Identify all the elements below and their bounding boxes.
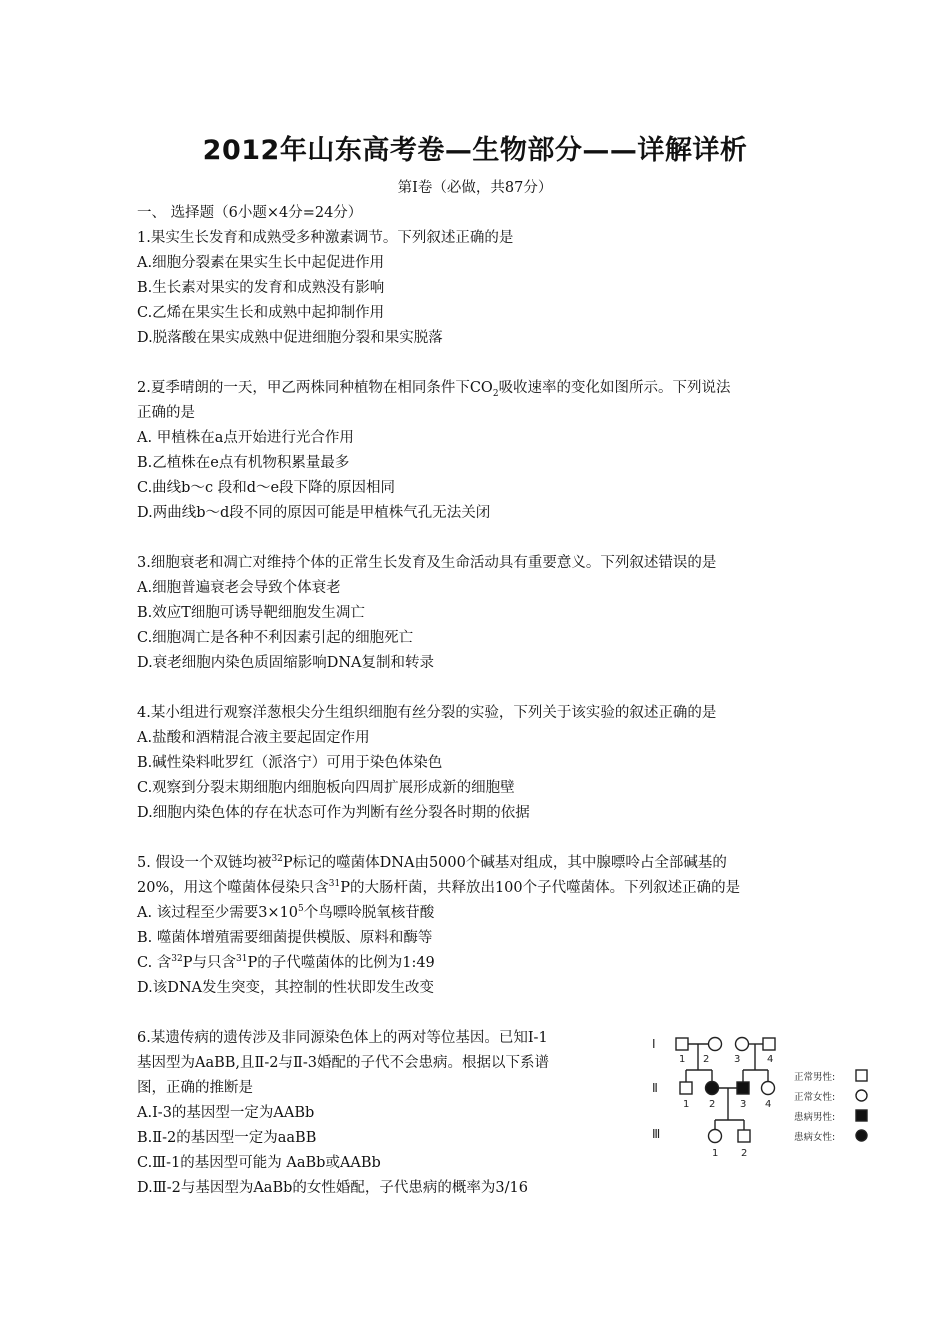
q2-option-c: C.曲线b～c 段和d～e段下降的原因相同 bbox=[137, 480, 396, 496]
num-I1: 1 bbox=[679, 1054, 686, 1065]
pedigree-II2-affected-female bbox=[706, 1082, 719, 1095]
q5-option-a bbox=[137, 903, 434, 923]
q3-option-d: D.衰老细胞内染色质固缩影响DNA复制和转录 bbox=[137, 655, 435, 671]
q5-option-d: D.该DNA发生突变，其控制的性状即发生改变 bbox=[137, 980, 435, 996]
q6-stem-cont: 基因型为AaBB,且Ⅱ-2与Ⅱ-3婚配的子代不会患病。根据以下系谱 bbox=[137, 1055, 549, 1071]
num-III1: 1 bbox=[712, 1148, 719, 1159]
q5-stem-part: 5. 假设一个双链均被 bbox=[137, 855, 272, 871]
q5-a-part: 个鸟嘌呤脱氧核苷酸 bbox=[303, 905, 435, 921]
num-I3: 3 bbox=[734, 1054, 741, 1065]
page-title: 2012年山东高考卷—生物部分——详解详析 bbox=[202, 135, 748, 166]
q1-option-c: C.乙烯在果实生长和成熟中起抑制作用 bbox=[137, 305, 385, 321]
q6-option-d: D.Ⅲ-2与基因型为AaBb的女性婚配，子代患病的概率为3/16 bbox=[137, 1180, 528, 1196]
gen-label-III: Ⅲ bbox=[652, 1127, 661, 1141]
section-heading: 一、 选择题（6小题×4分=24分） bbox=[137, 205, 363, 221]
q2-option-a: A. 甲植株在a点开始进行光合作用 bbox=[137, 430, 354, 446]
q4-option-b: B.碱性染料吡罗红（派洛宁）可用于染色体染色 bbox=[137, 755, 443, 771]
q5-stem-part: 20%，用这个噬菌体侵染只含 bbox=[137, 880, 329, 896]
pedigree-II4-female bbox=[762, 1082, 775, 1095]
q5-a-sup: 5 bbox=[298, 904, 304, 914]
q1-option-b: B.生长素对果实的发育和成熟没有影响 bbox=[137, 280, 385, 296]
q5-c-part: P与只含 bbox=[182, 955, 237, 971]
q1-option-a: A.细胞分裂素在果实生长中起促进作用 bbox=[137, 255, 385, 271]
q6-option-b: B.Ⅱ-2的基因型一定为aaBB bbox=[137, 1130, 317, 1146]
pedigree-II1-male bbox=[680, 1082, 692, 1094]
pedigree-III2-male bbox=[738, 1130, 750, 1142]
legend-affected-female-symbol bbox=[856, 1130, 867, 1141]
legend-affected-male: 患病男性: bbox=[794, 1112, 836, 1123]
q2-stem-cont: 正确的是 bbox=[137, 405, 195, 421]
q3-option-b: B.效应T细胞可诱导靶细胞发生凋亡 bbox=[137, 605, 365, 621]
q2-option-d: D.两曲线b～d段不同的原因可能是甲植株气孔无法关闭 bbox=[137, 505, 491, 521]
q2-stem bbox=[137, 378, 731, 404]
legend-normal-female: 正常女性: bbox=[794, 1092, 836, 1103]
legend-normal-male-symbol bbox=[856, 1070, 867, 1081]
num-II2: 2 bbox=[709, 1099, 716, 1110]
q5-c-part: C. 含 bbox=[137, 955, 172, 971]
legend-normal-female-symbol bbox=[856, 1090, 867, 1101]
q5-stem-part: P的大肠杆菌，共释放出100个子代噬菌体。下列叙述正确的是 bbox=[340, 880, 741, 896]
num-I2: 2 bbox=[703, 1054, 710, 1065]
q5-sup: 31 bbox=[328, 879, 341, 889]
gen-label-II: Ⅱ bbox=[652, 1081, 658, 1095]
section-subtitle: 第Ⅰ卷（必做，共87分） bbox=[397, 180, 553, 196]
q6-stem-cont: 图，正确的推断是 bbox=[137, 1080, 253, 1096]
pedigree-III1-female bbox=[709, 1130, 722, 1143]
gen-label-I: Ⅰ bbox=[652, 1037, 656, 1051]
pedigree-I3-female bbox=[736, 1038, 749, 1051]
legend-normal-male: 正常男性: bbox=[794, 1072, 836, 1083]
q4-option-a: A.盐酸和酒精混合液主要起固定作用 bbox=[137, 730, 370, 746]
legend-affected-female: 患病女性: bbox=[794, 1132, 836, 1143]
q5-c-sup: 31 bbox=[236, 954, 248, 964]
q3-option-a: A.细胞普遍衰老会导致个体衰老 bbox=[137, 580, 341, 596]
num-II1: 1 bbox=[683, 1099, 690, 1110]
q1-stem: 1.果实生长发育和成熟受多种激素调节。下列叙述正确的是 bbox=[137, 230, 514, 246]
q6-option-a: A.Ⅰ-3的基因型一定为AABb bbox=[137, 1105, 315, 1121]
q1-option-d: D.脱落酸在果实成熟中促进细胞分裂和果实脱落 bbox=[137, 330, 443, 346]
q4-option-d: D.细胞内染色体的存在状态可作为判断有丝分裂各时期的依据 bbox=[137, 805, 530, 821]
q2-stem-sub: 2 bbox=[492, 388, 499, 399]
q2-stem-part: 2.夏季晴朗的一天，甲乙两株同种植物在相同条件下CO bbox=[137, 380, 493, 396]
q4-option-c: C.观察到分裂末期细胞内细胞板向四周扩展形成新的细胞壁 bbox=[137, 780, 515, 796]
num-II4: 4 bbox=[765, 1099, 772, 1110]
q3-stem: 3.细胞衰老和凋亡对维持个体的正常生长发育及生命活动具有重要意义。下列叙述错误的是 bbox=[137, 555, 717, 571]
q2-stem-part: 吸收速率的变化如图所示。下列说法 bbox=[498, 380, 731, 396]
q5-option-b: B. 噬菌体增殖需要细菌提供模版、原料和酶等 bbox=[137, 930, 433, 946]
legend-affected-male-symbol bbox=[856, 1110, 867, 1121]
q5-stem bbox=[137, 853, 727, 873]
q5-c-part: P的子代噬菌体的比例为1:49 bbox=[247, 955, 435, 971]
q6-stem: 6.某遗传病的遗传涉及非同源染色体上的两对等位基因。已知Ⅰ-1 bbox=[137, 1030, 548, 1046]
pedigree-II3-affected-male bbox=[737, 1082, 749, 1094]
q5-stem-part: P标记的噬菌体DNA由5000个碱基对组成，其中腺嘌呤占全部碱基的 bbox=[282, 855, 727, 871]
num-I4: 4 bbox=[767, 1054, 774, 1065]
q4-stem: 4.某小组进行观察洋葱根尖分生组织细胞有丝分裂的实验，下列关于该实验的叙述正确的是 bbox=[137, 705, 717, 721]
pedigree-I2-female bbox=[709, 1038, 722, 1051]
q3-option-c: C.细胞凋亡是各种不利因素引起的细胞死亡 bbox=[137, 630, 414, 646]
q5-c-sup: 32 bbox=[171, 954, 183, 964]
pedigree-chart bbox=[650, 1026, 880, 1166]
q5-a-part: A. 该过程至少需要3×10 bbox=[137, 905, 299, 921]
num-II3: 3 bbox=[740, 1099, 747, 1110]
q6-option-c: C.Ⅲ-1的基因型可能为 AaBb或AABb bbox=[137, 1155, 381, 1171]
q5-option-c bbox=[137, 953, 435, 973]
pedigree-I4-male bbox=[763, 1038, 775, 1050]
q5-sup: 32 bbox=[271, 854, 283, 864]
pedigree-I1-male bbox=[676, 1038, 688, 1050]
q5-stem-cont bbox=[137, 878, 740, 898]
q2-option-b: B.乙植株在e点有机物积累量最多 bbox=[137, 455, 350, 471]
num-III2: 2 bbox=[741, 1148, 748, 1159]
